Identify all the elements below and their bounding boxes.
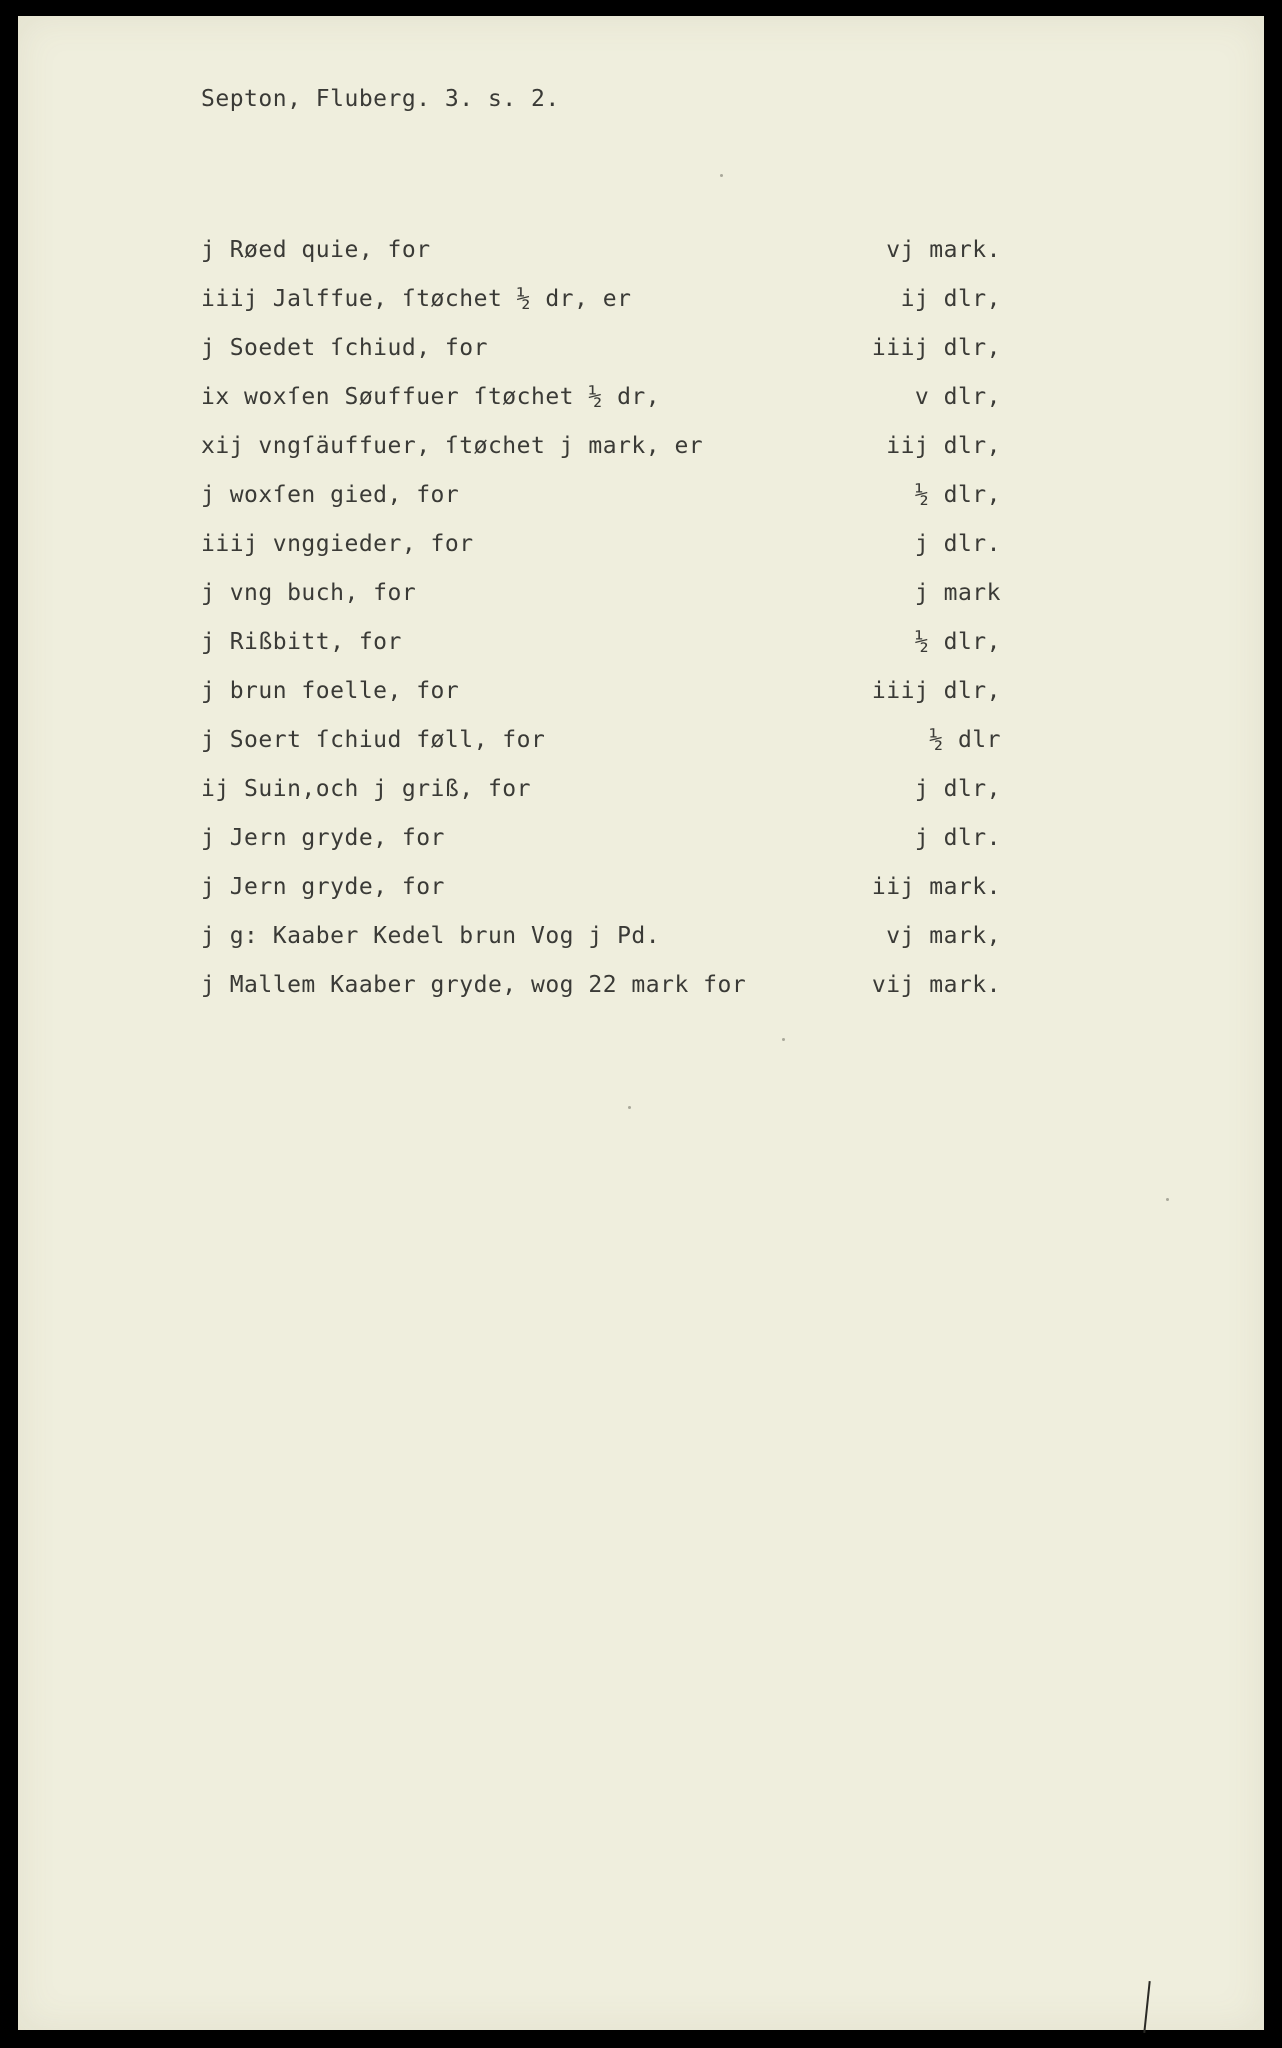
item-description: iiij vnggieder, for [201,531,474,557]
paper-speck [1166,1198,1169,1201]
item-description: j Soert ſchiud føll, for [201,727,546,753]
item-description: j woxſen gied, for [201,482,460,508]
item-value: ij dlr, [900,286,1001,312]
item-value: iiij dlr, [871,335,1001,361]
item-description: j Rißbitt, for [201,629,402,655]
list-item [201,520,1001,569]
item-description: j g: Kaaber Kedel brun Vog j Pd. [201,923,661,949]
list-item [201,912,1001,961]
item-value: iiij dlr, [871,678,1001,704]
item-description: j Mallem Kaaber gryde, wog 22 mark for [201,972,747,998]
paper-speck [782,1038,785,1041]
item-value: j dlr. [914,825,1001,851]
document-header: Septon, Fluberg. 3. s. 2. [201,86,560,112]
list-item [201,618,1001,667]
item-description: xij vngſäuffuer, ſtøchet j mark, er [201,433,704,459]
item-value: vj mark. [886,237,1001,263]
item-description: j Jern gryde, for [201,825,445,851]
list-item [201,667,1001,716]
item-value: j dlr, [914,776,1001,802]
inventory-list [201,226,1001,1010]
document-page [18,16,1264,2030]
item-value: j dlr. [914,531,1001,557]
list-item [201,863,1001,912]
item-value: ½ dlr, [914,629,1001,655]
list-item [201,716,1001,765]
item-description: ij Suin,och j griß, for [201,776,531,802]
list-item [201,275,1001,324]
list-item [201,471,1001,520]
item-value: ½ dlr, [914,482,1001,508]
item-value: iij mark. [871,874,1001,900]
pen-mark [1143,1981,1150,2033]
item-value: iij dlr, [886,433,1001,459]
list-item [201,422,1001,471]
item-description: ix woxſen Søuffuer ſtøchet ½ dr, [201,384,661,410]
item-value: ½ dlr [929,727,1001,753]
list-item [201,324,1001,373]
paper-speck [720,174,723,177]
list-item [201,569,1001,618]
item-value: vij mark. [871,972,1001,998]
item-description: j vng buch, for [201,580,417,606]
item-value: vj mark, [886,923,1001,949]
item-description: j Røed quie, for [201,237,431,263]
item-description: iiij Jalffue, ſtøchet ½ dr, er [201,286,632,312]
list-item [201,961,1001,1010]
list-item [201,226,1001,275]
paper-speck [628,1106,631,1109]
item-value: j mark [914,580,1001,606]
list-item [201,765,1001,814]
item-description: j Jern gryde, for [201,874,445,900]
item-description: j brun foelle, for [201,678,460,704]
item-value: v dlr, [914,384,1001,410]
list-item [201,814,1001,863]
list-item [201,373,1001,422]
item-description: j Soedet ſchiud, for [201,335,488,361]
